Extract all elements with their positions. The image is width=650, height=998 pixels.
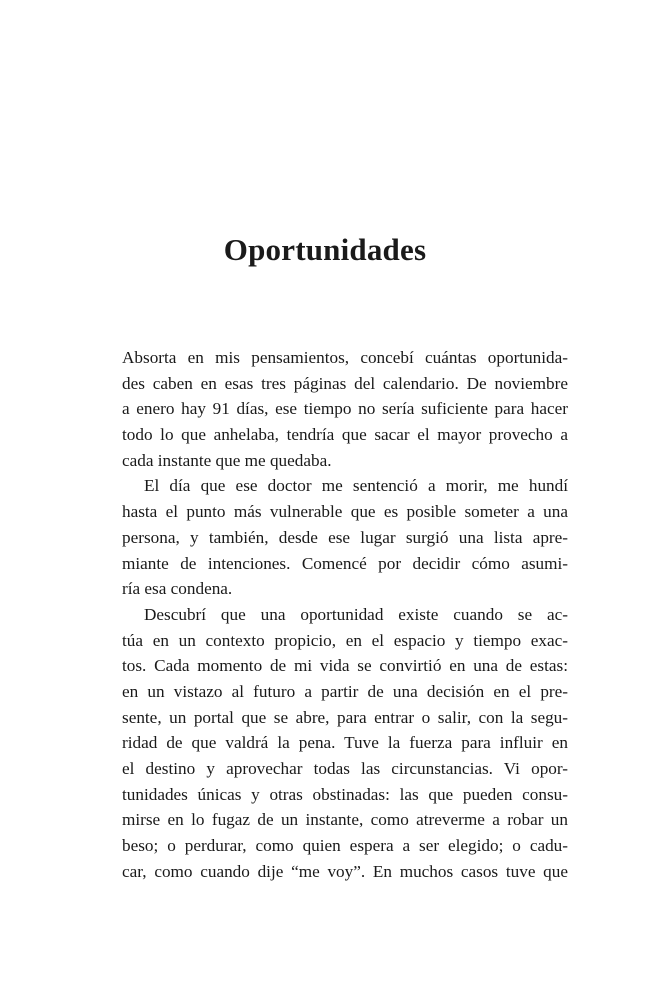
text-line: Descubrí que una oportunidad existe cuando se ac-	[144, 604, 568, 624]
text-line: beso; o perdurar, como quien espera a ser elegido; o cadu-	[122, 836, 568, 856]
text-line: cada instante que me quedaba.	[122, 450, 332, 470]
chapter-body-text	[122, 345, 568, 884]
text-line: persona, y también, desde ese lugar surgió una lista apre-	[122, 527, 568, 547]
text-line: Absorta en mis pensamientos, concebí cuántas oportunida-	[122, 348, 568, 367]
text-line: car, como cuando dije “me voy”. En muchos casos tuve que	[122, 861, 568, 881]
text-line: des caben en esas tres páginas del calendario. De noviembre	[122, 373, 568, 393]
text-line: El día que ese doctor me sentenció a morir, me hundí	[144, 476, 568, 496]
text-line: mirse en lo fugaz de un instante, como atreverme a robar un	[122, 810, 568, 830]
text-line: el destino y aprovechar todas las circunstancias. Vi opor-	[122, 759, 568, 778]
text-line: hasta el punto más vulnerable que es posible someter a una	[122, 502, 568, 522]
text-line: sente, un portal que se abre, para entrar o salir, con la segu-	[122, 707, 568, 727]
text-line: a enero hay 91 días, ese tiempo no sería suficiente para hacer	[122, 399, 568, 419]
text-line: miante de intenciones. Comencé por decidir cómo asumi-	[122, 553, 568, 573]
text-line: ría esa condena.	[122, 579, 233, 599]
text-line: ridad de que valdrá la pena. Tuve la fuerza para influir en	[122, 733, 568, 753]
text-line: túa en un contexto propicio, en el espacio y tiempo exac-	[122, 630, 568, 650]
chapter-title: Oportunidades	[223, 232, 427, 267]
text-line: en un vistazo al futuro a partir de una decisión en el pre-	[122, 681, 568, 701]
text-line: todo lo que anhelaba, tendría que sacar el mayor provecho a	[122, 425, 568, 445]
text-line: tunidades únicas y otras obstinadas: las que pueden consu-	[122, 784, 568, 804]
text-line: tos. Cada momento de mi vida se convirtió en una de estas:	[122, 656, 568, 676]
